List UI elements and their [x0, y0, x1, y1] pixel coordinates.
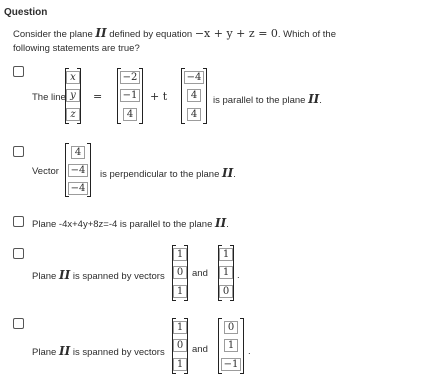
plane-symbol: II: [215, 216, 227, 230]
option-1-checkbox[interactable]: [13, 66, 24, 77]
option-4-and: and: [192, 268, 208, 279]
option-1-vector-a: −2 −1 4: [117, 68, 143, 124]
option-5-text: Plane II is spanned by vectors: [32, 344, 165, 358]
option-1-vector-xyz: x y z: [65, 68, 81, 124]
option-5-vector-a: 1 0 1: [172, 318, 188, 374]
option-1-equals: =: [93, 90, 103, 103]
option-1-vector-b: −4 4 4: [181, 68, 207, 124]
plane-symbol: II: [308, 92, 320, 106]
plane-symbol: II: [95, 26, 107, 40]
option-4-vector-b: 1 1 0: [218, 245, 234, 301]
option-2-pre: Vector: [32, 166, 59, 177]
option-3-text: Plane -4x+4y+8z=-4 is parallel to the plane II.: [32, 216, 229, 230]
option-4-text: Plane II is spanned by vectors: [32, 268, 165, 282]
option-5-dot: .: [248, 346, 251, 357]
question-title: Question: [4, 7, 48, 18]
plane-symbol: II: [222, 166, 234, 180]
option-1-post: is parallel to the plane II.: [213, 92, 322, 106]
option-4-dot: .: [237, 270, 240, 281]
option-3-checkbox[interactable]: [13, 216, 24, 227]
option-4-vector-a: 1 0 1: [172, 245, 188, 301]
option-1-plus-t: + t: [150, 90, 168, 103]
option-5-checkbox[interactable]: [13, 318, 24, 329]
option-2-post: is perpendicular to the plane II.: [100, 166, 236, 180]
option-4-checkbox[interactable]: [13, 248, 24, 259]
question-text: Consider the plane II defined by equation −x + y + z = 0. Which of the following statements are true?: [13, 26, 336, 54]
option-5-vector-b: 0 1 −1: [218, 318, 244, 374]
option-2-checkbox[interactable]: [13, 146, 24, 157]
option-1-pre: The line: [32, 92, 66, 103]
plane-symbol: II: [58, 268, 71, 282]
option-5-and: and: [192, 344, 208, 355]
plane-equation: −x + y + z = 0: [194, 27, 278, 40]
option-2-vector: 4 −4 −4: [65, 143, 91, 197]
plane-symbol: II: [58, 344, 71, 358]
